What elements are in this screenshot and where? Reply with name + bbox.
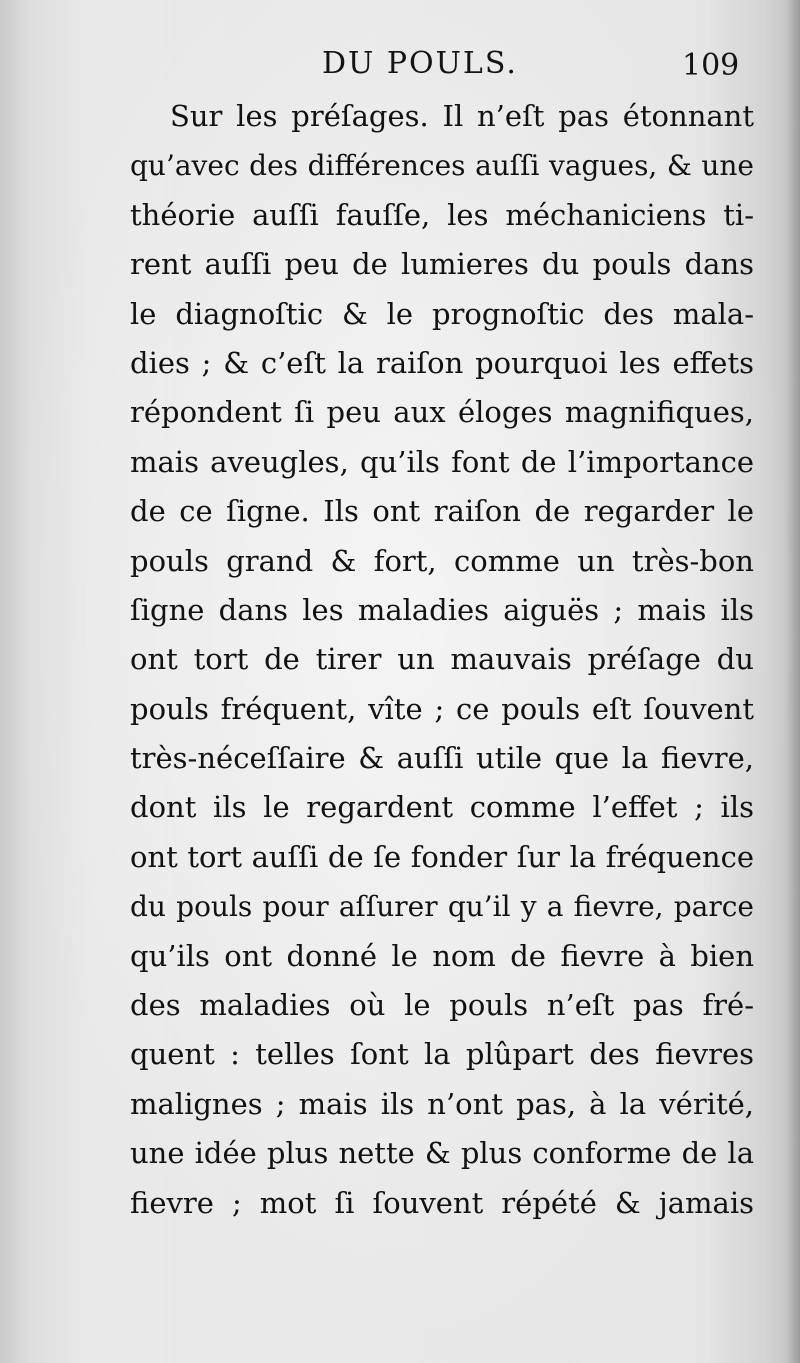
text-line: qu’ils ont donné le nom de fievre à bien (130, 938, 754, 973)
text-line: fievre ; mot ſi ſouvent répété & jamais (130, 1185, 754, 1220)
text-line: ſigne dans les maladies aiguës ; mais ils (130, 592, 754, 627)
text-line: de ce ſigne. Ils ont raiſon de regarder le (130, 494, 754, 529)
text-line: rent auſſi peu de lumieres du pouls dans (130, 247, 754, 282)
text-line: très-néceſſaire & auſſi utile que la fievre, (130, 741, 754, 776)
text-line: ont tort auſſi de ſe fonder ſur la fréquence (130, 839, 754, 874)
page-number: 109 (682, 48, 740, 83)
text-line: théorie auſſi fauſſe, les méchaniciens ti- (130, 197, 754, 232)
body-text (130, 92, 754, 1228)
text-line: répondent ſi peu aux éloges magnifiques, (130, 395, 754, 430)
text-line: dies ; & c’eſt la raiſon pourquoi les effets (130, 345, 754, 380)
text-line: le diagnoſtic & le prognoſtic des mala- (130, 296, 754, 331)
text-line: mais aveugles, qu’ils font de l’importance (130, 444, 754, 479)
text-line: dont ils le regardent comme l’effet ; ils (130, 790, 754, 825)
text-line: Sur les préſages. Il n’eſt pas étonnant (170, 99, 754, 133)
text-line: quent : telles ſont la plûpart des fievres (130, 1037, 754, 1072)
text-line: une idée plus nette & plus conforme de la (130, 1136, 754, 1171)
text-line: pouls fréquent, vîte ; ce pouls eſt ſouvent (130, 691, 754, 726)
text-line: des maladies où le pouls n’eſt pas fré- (130, 988, 754, 1023)
page-edge-shadow (786, 0, 800, 1363)
text-line: du pouls pour aſſurer qu’il y a fievre, parce (130, 890, 754, 924)
text-line: qu’avec des différences auſſi vagues, & une (130, 149, 754, 183)
text-line: malignes ; mais ils n’ont pas, à la vérité, (130, 1086, 754, 1121)
text-line: pouls grand & fort, comme un très-bon (130, 543, 754, 578)
running-title: DU POULS. (322, 46, 518, 81)
text-line: ont tort de tirer un mauvais préſage du (130, 642, 754, 677)
